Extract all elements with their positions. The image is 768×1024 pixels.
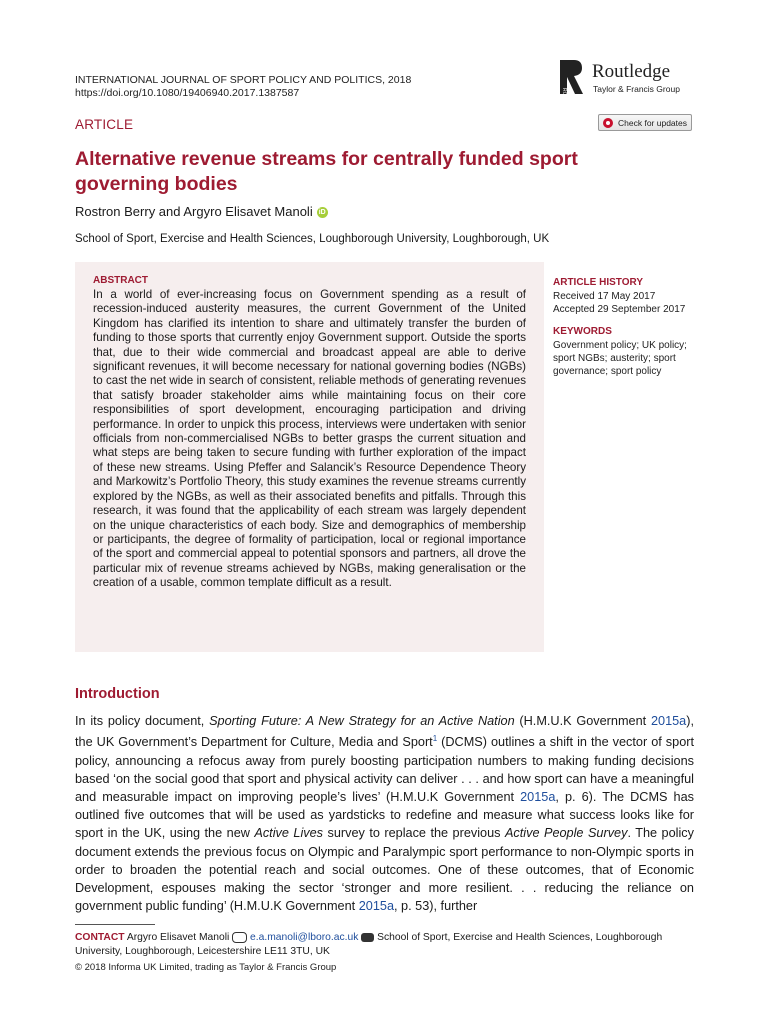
keywords [553,325,703,378]
publisher-logo [558,58,698,120]
text-run: (H.M.U.K Government [514,714,651,728]
survey-name: Active Lives [254,826,324,841]
crossmark-icon [603,118,613,128]
contact-address: School of Sport, Exercise and Health Sciences, Loughborough University, Loughborough, Leicestershire LE11 3TU, UK [75,932,663,957]
text-run: , p. 53), further [394,899,478,914]
keywords-heading: KEYWORDS [553,326,612,337]
publisher-subtitle: Taylor & Francis Group [593,84,680,94]
introduction-paragraph [75,712,694,915]
author-line [75,204,328,219]
orcid-icon[interactable]: iD [318,209,326,217]
journal-name: INTERNATIONAL JOURNAL OF SPORT POLICY AND POLITICS, 2018 [75,74,412,86]
abstract-box [75,262,544,652]
contact-email-link[interactable]: e.a.manoli@lboro.ac.uk [250,932,359,943]
contact-info [75,931,694,958]
received-date: Received 17 May 2017 [553,291,656,302]
contact-label: CONTACT [75,932,125,943]
affiliation: School of Sport, Exercise and Health Sciences, Loughborough University, Loughborough, UK [75,233,550,245]
authors: Rostron Berry and Argyro Elisavet Manoli [75,204,313,219]
footer-divider [75,924,155,925]
check-for-updates-button[interactable] [598,114,692,131]
text-run: In its policy document, [75,714,210,728]
footnote-link[interactable]: 1 [432,734,438,744]
doi-link[interactable]: https://doi.org/10.1080/19406940.2017.1387587 [75,87,300,99]
email-icon [232,932,247,943]
article-history [553,276,703,316]
routledge-logo-icon [558,58,588,120]
contact-name: Argyro Elisavet Manoli [124,932,233,943]
citation-link[interactable]: 2015a [520,790,556,805]
text-run: (DCMS) outlines a shift in the vector of sport policy, announcing a refocus away from purely boosting participation numbers to making funding decisions based ‘on the social good that sport and physical activity can deliver . . . and how sport can have a meaningful and measurable impact on improving people’s lives’ (H.M.U.K Government [75,735,695,805]
abstract-text: In a world of ever-increasing focus on Government spending as a result of recession-induced austerity measures, the current Government of the United Kingdom has clarified its intention to share and ultimately transfer the burden of funding to those sports that currently enjoy Government support. Outside the sports that, due to their wide commercial and broadcast appeal are able to derive significant revenues, it will become necessary for national governing bodies (NGBs) to cast the net wide in search of consistent, reliable methods of generating revenues that satisfy broader stakeholder aims while maintaining focus on their core responsibilities of sport development, encouraging participation and driving performance. In order to unpick this process, interviews were undertaken with senior officials from non-commercialised NGBs to better grasps the current situation and what steps are being taken to secure funding with further exploration of the impact of these new streams. Using Pfeffer and Salancik’s Resource Dependence Theory and Markowitz’s Portfolio Theory, this study examines the revenue streams currently explored by the NGBs, as well as their associated benefits and pitfalls. Through this research, it was found that the applicability of each stream was largely dependent on the unique characteristics of each body. Size and demographics of membership or participants, the degree of formality of participation, local or regional importance of the sport and commercial appeal to potential sponsors and partners, all drove the particular mix of revenue streams achieved by NGBs, making generalisation or the creation of a usable, common template difficult as a result. [93,288,526,590]
survey-name: Active People Survey [504,826,628,841]
article-title: Alternative revenue streams for centrally funded sport governing bodies [75,148,578,195]
publisher-name: Routledge [592,61,671,82]
accepted-date: Accepted 29 September 2017 [553,304,686,315]
check-updates-label: Check for updates [618,117,687,128]
citation-link[interactable]: 2015a [358,899,394,914]
keywords-text: Government policy; UK policy; sport NGBs; austerity; sport governance; sport policy [553,340,687,377]
text-run: , p. 6). The DCMS has outlined five outcomes that will be used as yardsticks to redefine and measure what success looks like for sport in the UK, using the new [75,790,694,841]
article-history-heading: ARTICLE HISTORY [553,277,644,288]
article-type-label: ARTICLE [75,117,134,132]
address-icon [361,933,374,942]
text-run: ), the UK Government’s Department for Culture, Media and Sport [75,714,694,750]
logo-vertical-text: ROUTLEDGE [561,88,567,120]
abstract-heading: ABSTRACT [93,275,148,286]
citation-link[interactable]: 2015a [650,714,687,728]
text-run: survey to replace the previous [323,826,505,841]
copyright-notice: © 2018 Informa UK Limited, trading as Taylor & Francis Group [75,962,337,973]
policy-title: Sporting Future: A New Strategy for an Active Nation [209,714,515,728]
introduction-heading: Introduction [75,686,160,702]
text-run: . The policy document extends the previous focus on Olympic and Paralympic sport performance to non-Olympic sports in order to broaden the potential reach and social outcomes. One of these outcomes, that of Economic Development, espouses making the sector ‘stronger and more resilient. . . reducing the reliance on government public funding’ (H.M.U.K Government [75,826,694,914]
